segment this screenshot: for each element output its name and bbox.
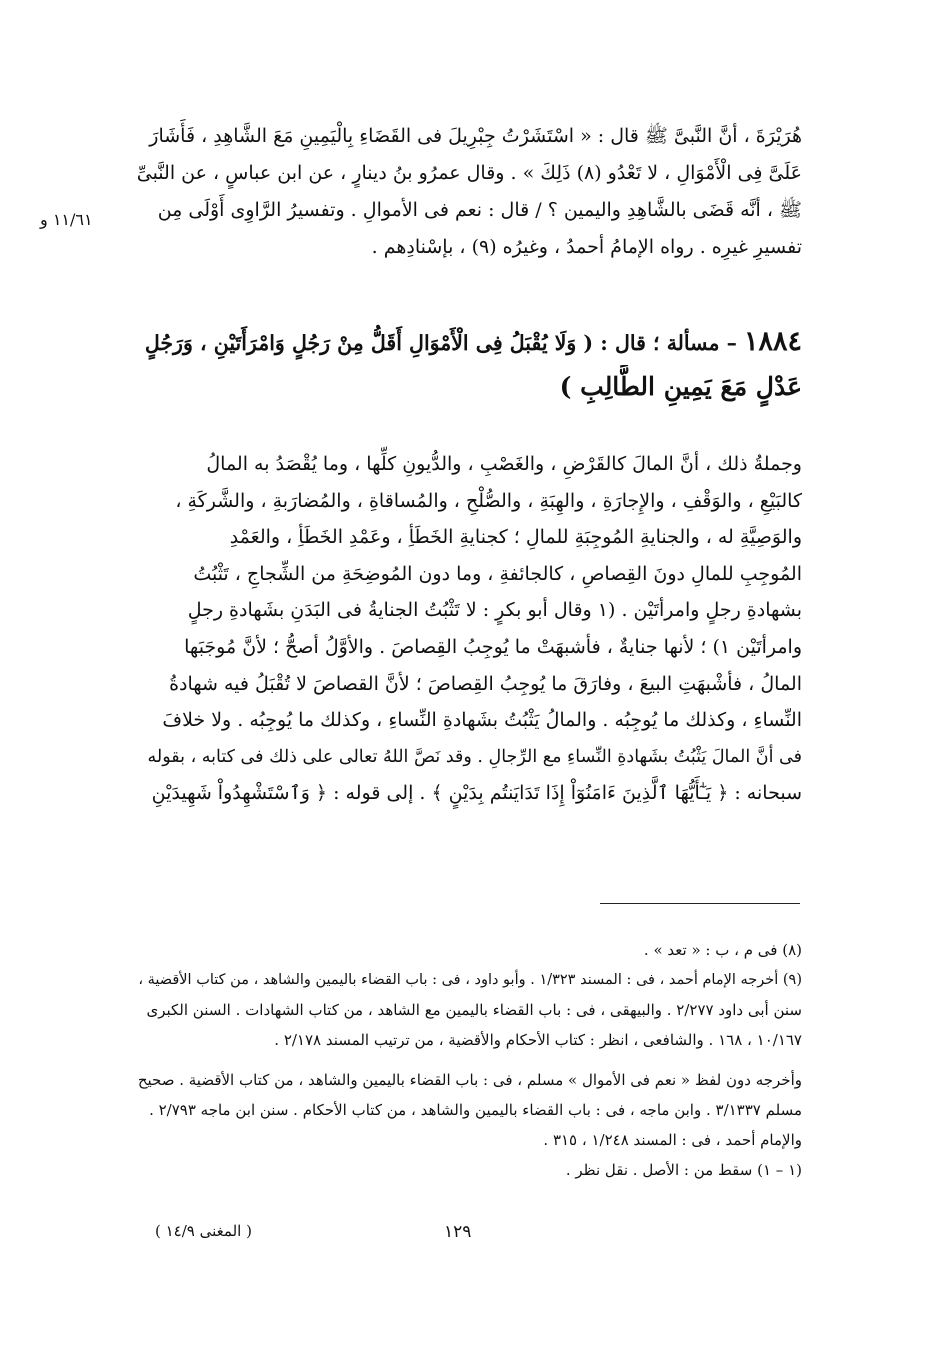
footnotes <box>136 935 802 1185</box>
body-line: وجملةُ ذلك ، أنَّ المالَ كالقَرْضِ ، والغَصْبِ ، والدُّيونِ كلِّها ، وما يُقْصَدُ به المالُ <box>206 453 802 475</box>
footnote-line: ١٠/١٦٧ ، ١٦٨ . والشافعى ، انظر : كتاب الأحكام والأقضية ، من ترتيب المسند ٢/١٧٨ . <box>274 1031 802 1049</box>
footnote-line: (٩) أخرجه الإمام أحمد ، فى : المسند ١/٣٢٣ . وأبو داود ، فى : باب القضاء باليمين والشاهد ، من كتاب الأقضية ، <box>138 972 802 988</box>
heading-line-2: عَدْلٍ مَعَ يَمِينِ الطَّالِبِ ) <box>559 372 802 401</box>
section-heading <box>136 320 802 409</box>
body-line: بشهادةِ رجلٍ وامرأتَيْن . (١ وقال أبو بكرٍ : لا تَثْبُتُ الجنايةُ فى البَدَنِ بشَهادةِ رجلٍ <box>187 599 802 622</box>
body-line: المُوجِبِ للمالِ دونَ القِصاصِ ، كالجائفةِ ، وما دون المُوضِحَةِ من الشِّجاجِ ، تَثْبُتُ <box>193 562 802 585</box>
body-line: كالبَيْعِ ، والوَقْفِ ، والإِجارَةِ ، والهِبَةِ ، والصُّلْحِ ، والمُساقاةِ ، والمُضارَبةِ ، والشَّركَةِ ، <box>175 489 802 512</box>
section-number: ١٨٨٤ <box>743 326 802 357</box>
body-paragraph <box>136 446 802 812</box>
signature-mark: ( المغنى ١٤/٩ ) <box>155 1222 252 1240</box>
intro-line: عَلَىَّ فِى الْأَمْوَالِ ، لا تَعْدُو (٨) ذَلِكَ » . وقال عمرُو بنُ دينارٍ ، عن ابن عباسٍ ، عن النَّبىِّ <box>136 162 802 184</box>
footnote-gap <box>136 1055 802 1065</box>
intro-line: هُرَيْرَةَ ، أنَّ النَّبىَّ ﷺ قال : « اسْتَشَرْتُ جِبْرِيلَ فى القَضَاءِ بِالْيَمِينِ مَعَ الشَّاهِدِ ، فَأَشَارَ <box>149 125 802 147</box>
body-line: والوَصِيَّةِ له ، والجنايةِ المُوجِبَةِ للمالِ ؛ كجنايةِ الخَطَأِ ، وعَمْدِ الخَطَأِ ، والعَمْدِ <box>229 526 802 549</box>
footnote-line: (١ – ١) سقط من : الأصل . نقل نظر . <box>565 1161 802 1179</box>
margin-reference: ١١/٦١ و <box>40 210 93 229</box>
footnote-line: وأخرجه دون لفظ « نعم فى الأموال » مسلم ، فى : باب القضاء باليمين والشاهد ، من كتاب الأقضية . صحيح <box>137 1071 802 1089</box>
footnote-line: مسلم ٣/١٣٣٧ . وابن ماجه ، فى : باب القضاء باليمين والشاهد ، من كتاب الأحكام . سنن ابن ماجه ٢/٧٩٣ . <box>149 1101 802 1119</box>
body-line: المالُ ، فأشْبهَتِ البيعَ ، وفارَقَ ما يُوجِبُ القِصاصَ ؛ لأنَّ القصاصَ لا تُقْبَلُ فيه شهادةُ <box>169 672 802 695</box>
footnote-line: والإمام أحمد ، فى : المسند ١/٢٤٨ ، ٣١٥ . <box>543 1131 802 1149</box>
body-line: النِّساءِ ، وكذلك ما يُوجِبُه . والمالُ يَثْبُتُ بشَهادةِ النِّساءِ ، وكذلك ما يُوجِبُه . ولا خلافَ <box>162 709 802 732</box>
body-line: وامرأتَيْن ١) ؛ لأنها جنايةٌ ، فأشبهَتْ ما يُوجِبُ القِصاصَ . والأوَّلُ أصحُّ ؛ لأنَّ مُوجَبَها <box>184 635 802 658</box>
heading-text: – مسألة ؛ قال : ( وَلَا يُقْبَلُ فِى الْأَمْوَالِ أَقَلُّ مِنْ رَجُلٍ وَامْرَأَتَيْنِ ، وَرَجُلٍ <box>144 331 737 355</box>
intro-paragraph <box>136 118 802 266</box>
body-line: سبحانه : ﴿ يَـٰٓأَيُّهَا ٱلَّذِينَ ءَامَنُوٓاْ إِذَا تَدَايَنتُم بِدَيْنٍ ﴾ . إلى قوله : ﴿ وَٱسْتَشْهِدُواْ شَهِيدَيْنِ <box>151 782 802 805</box>
heading-line-1 <box>136 320 802 365</box>
page-number: ١٢٩ <box>444 1222 472 1242</box>
intro-line: تفسيرِ غيرِه . رواه الإمامُ أحمدُ ، وغيرُه (٩) ، بإسْنادِهم . <box>371 236 802 258</box>
footnote-line: سنن أبى داود ٢/٢٧٧ . والبيهقى ، فى : باب القضاء باليمين مع الشاهد ، من كتاب الشهادات . السنن الكبرى <box>146 1001 802 1019</box>
footnote-line: (٨) فى م ، ب : « تعد » . <box>643 941 802 959</box>
footnote-divider <box>600 903 800 904</box>
intro-line: ﷺ ، أنَّه قَضَى بالشَّاهِدِ واليمين ؟ / قال : نعم فى الأموالِ . وتفسيرُ الرَّاوِى أَوْلَى مِن <box>157 199 802 221</box>
body-line: فى أنَّ المالَ يَثْبُتُ بشَهادةِ النِّساءِ مع الرِّجالِ . وقد نَصَّ اللهُ تعالى على ذلك فى كتابه ، بقوله <box>147 746 802 767</box>
